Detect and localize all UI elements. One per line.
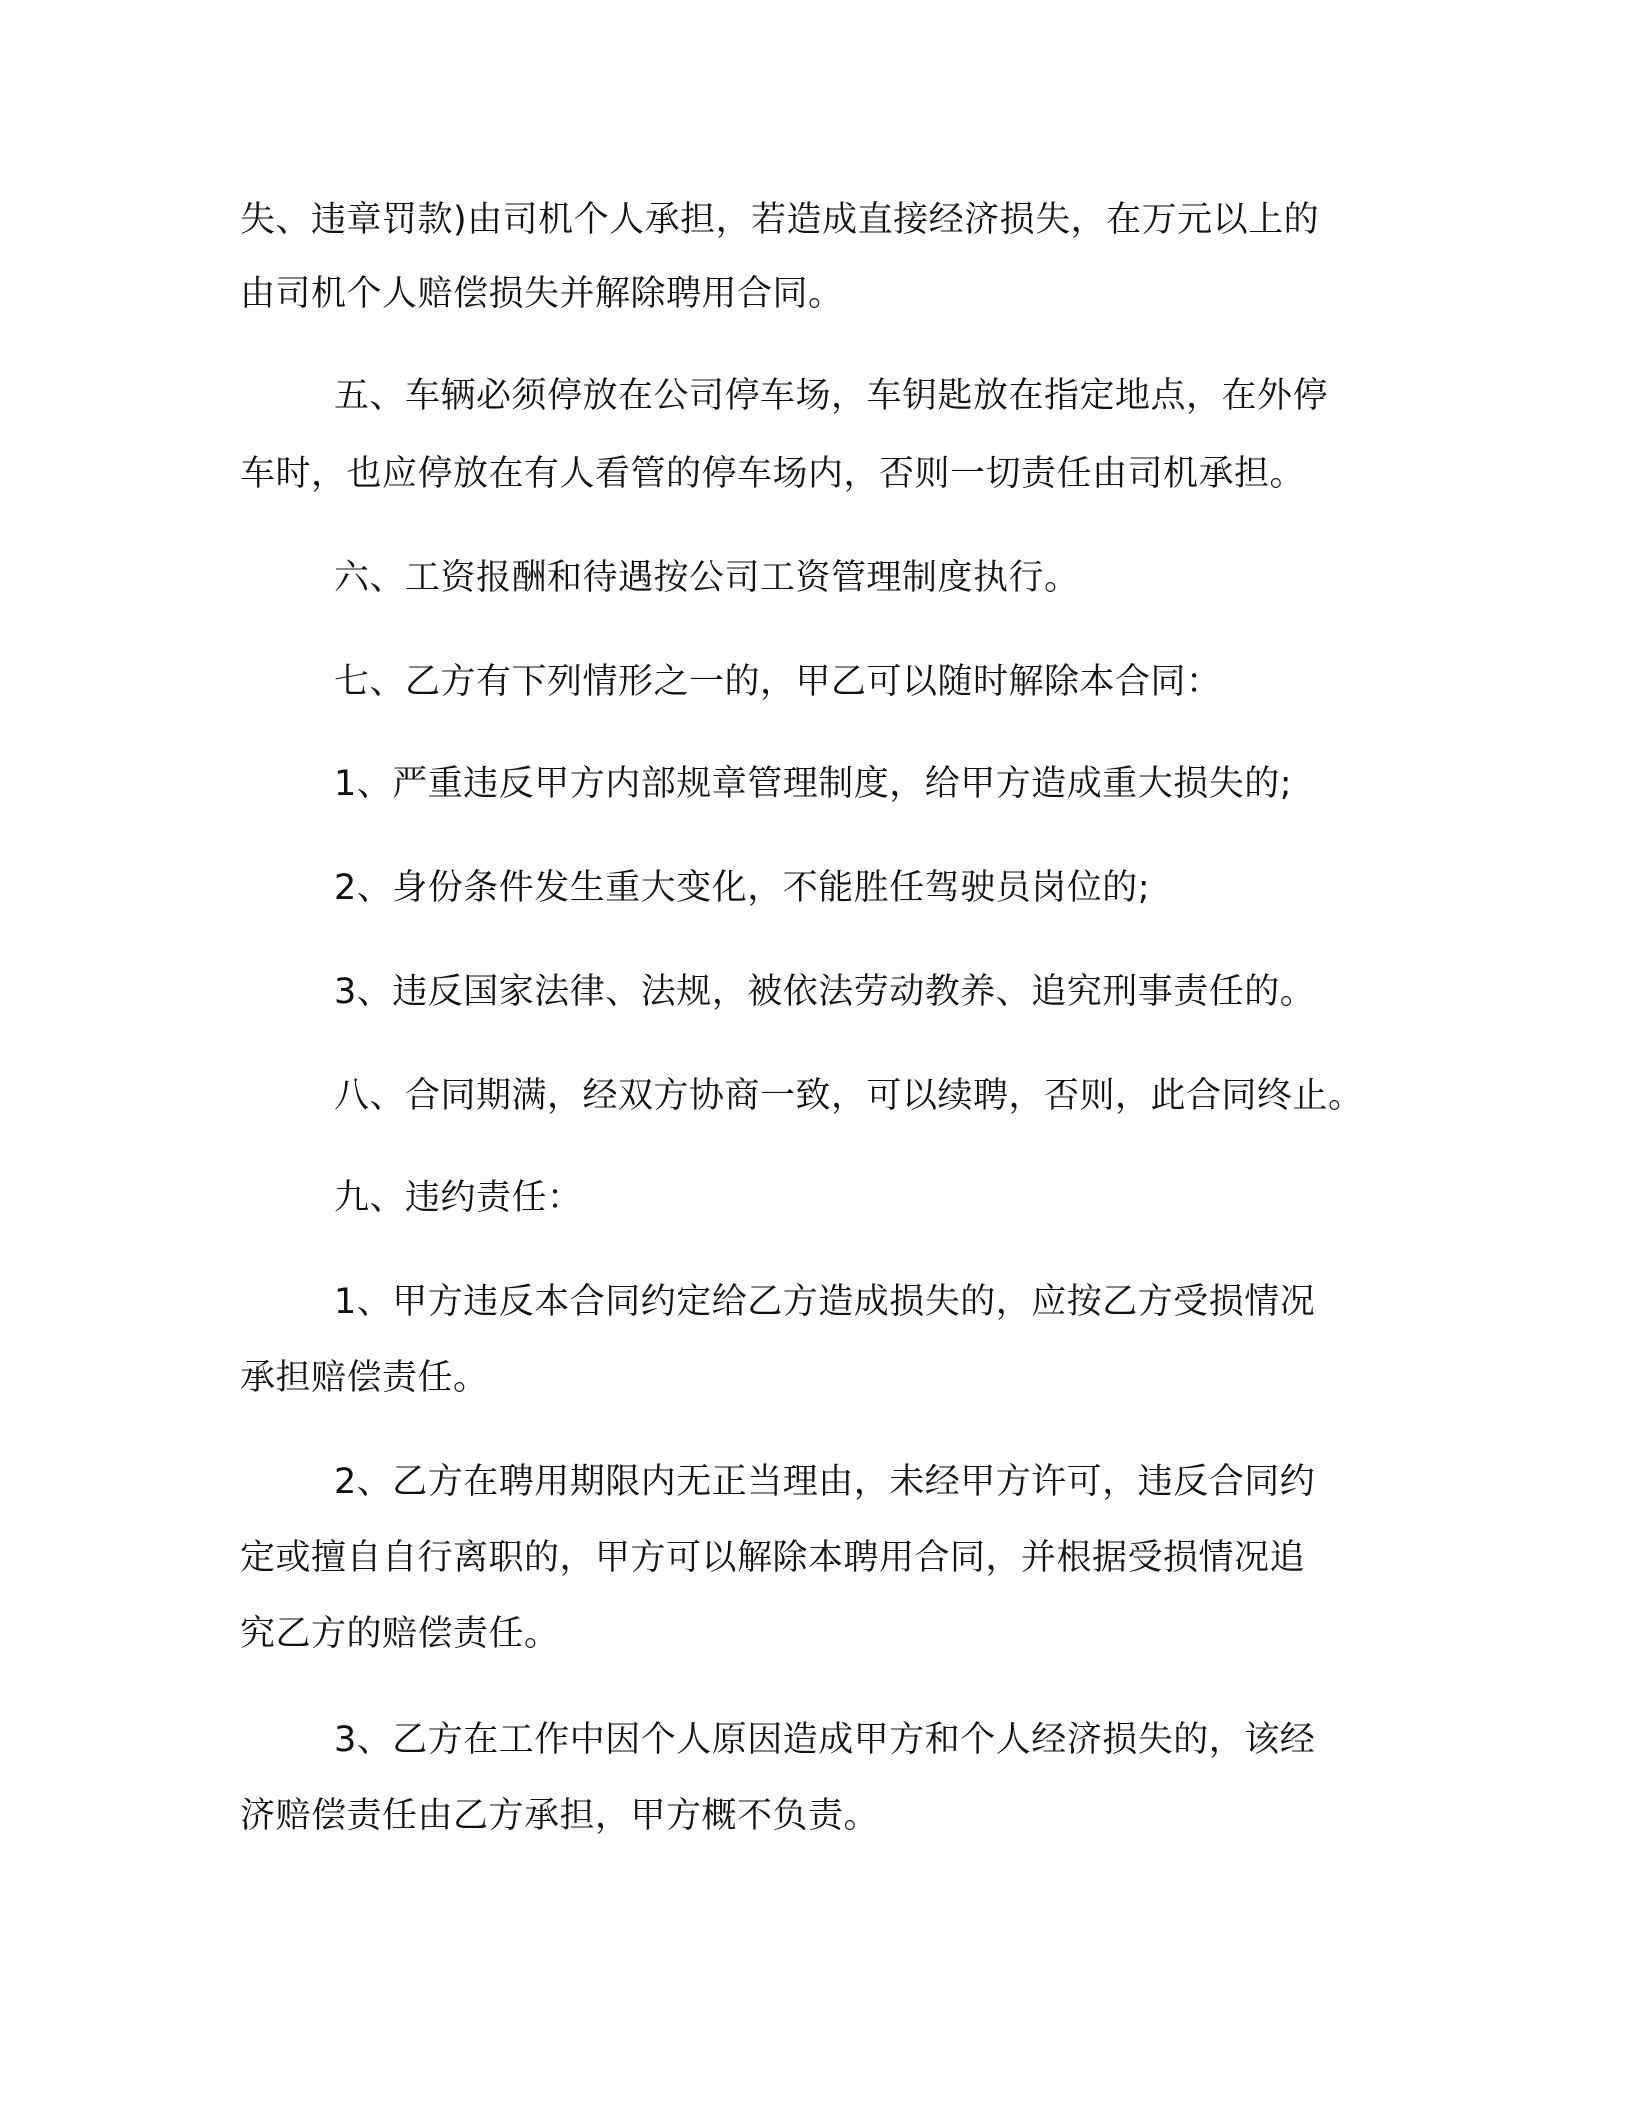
text-line: 六、工资报酬和待遇按公司工资管理制度执行。 [334, 558, 1080, 598]
text-line: 究乙方的赔偿责任。 [240, 1614, 560, 1654]
text-line: 1、严重违反甲方内部规章管理制度，给甲方造成重大损失的; [334, 764, 1293, 804]
text-line: 五、车辆必须停放在公司停车场，车钥匙放在指定地点，在外停 [334, 376, 1329, 416]
text-line: 七、乙方有下列情形之一的，甲乙可以随时解除本合同： [334, 662, 1222, 702]
text-line: 承担赔偿责任。 [240, 1358, 489, 1398]
text-line: 八、合同期满，经双方协商一致，可以续聘，否则，此合同终止。 [334, 1076, 1364, 1116]
text-line: 定或擅自自行离职的，甲方可以解除本聘用合同，并根据受损情况追 [240, 1538, 1306, 1578]
text-line: 失、违章罚款)由司机个人承担，若造成直接经济损失，在万元以上的 [240, 200, 1320, 240]
text-line: 由司机个人赔偿损失并解除聘用合同。 [240, 274, 844, 314]
text-line: 济赔偿责任由乙方承担，甲方概不负责。 [240, 1796, 880, 1836]
text-line: 2、身份条件发生重大变化，不能胜任驾驶员岗位的; [334, 868, 1151, 908]
text-line: 2、乙方在聘用期限内无正当理由，未经甲方许可，违反合同约 [334, 1462, 1316, 1502]
text-line: 1、甲方违反本合同约定给乙方造成损失的，应按乙方受损情况 [334, 1282, 1316, 1322]
text-line: 3、违反国家法律、法规，被依法劳动教养、追究刑事责任的。 [334, 972, 1316, 1012]
text-line: 车时，也应停放在有人看管的停车场内，否则一切责任由司机承担。 [240, 454, 1306, 494]
text-line: 3、乙方在工作中因个人原因造成甲方和个人经济损失的，该经 [334, 1720, 1316, 1760]
text-line: 九、违约责任： [334, 1178, 583, 1218]
